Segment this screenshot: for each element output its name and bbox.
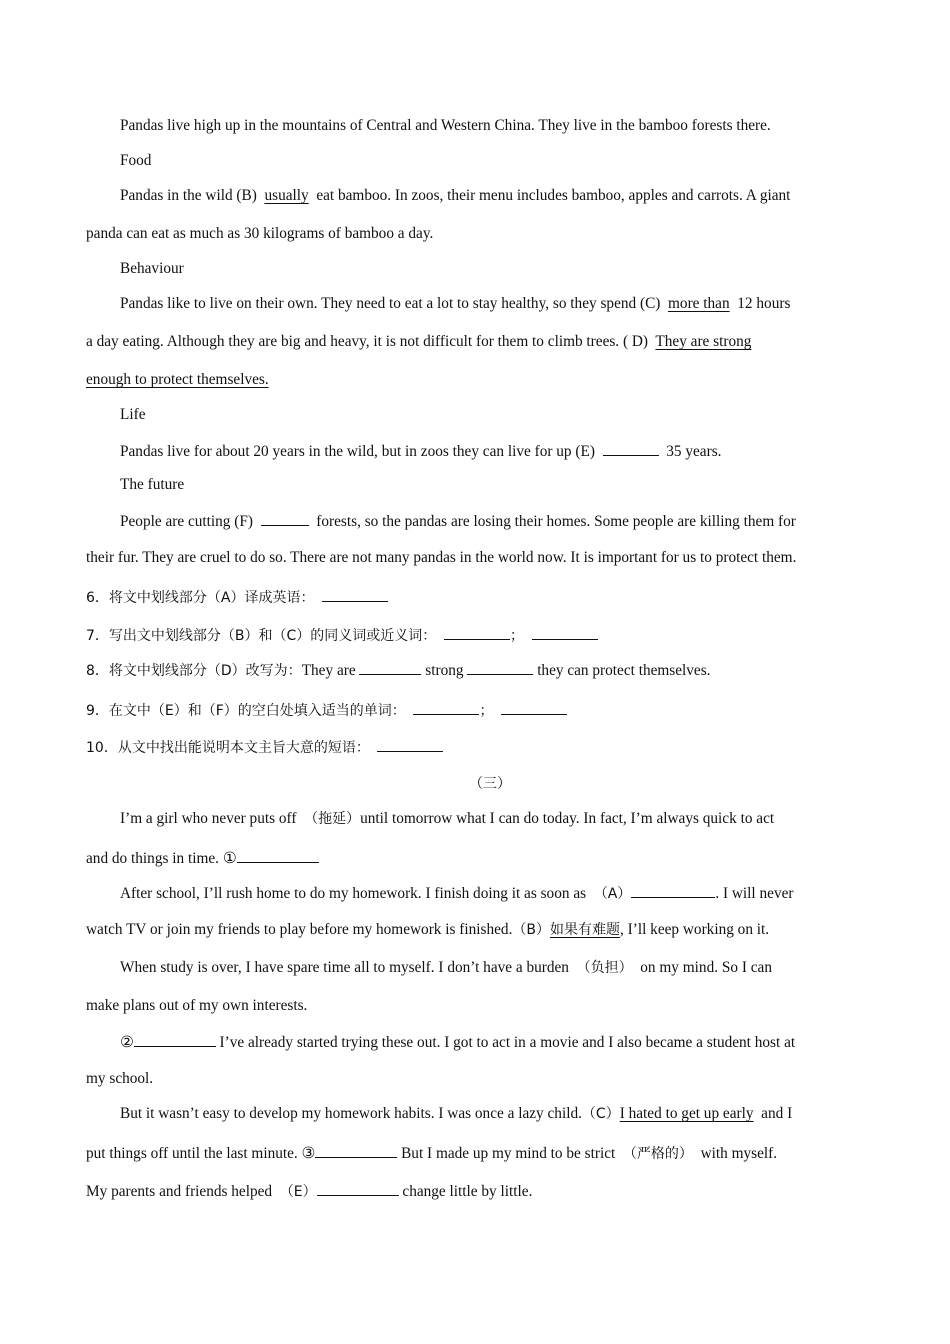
heading-behaviour: Behaviour [120,260,184,277]
question-7: 7．写出文中划线部分（B）和（C）的同义词或近义词： ； [86,624,598,646]
question-9: 9．在文中（E）和（F）的空白处填入适当的单词： ； [86,699,567,721]
answer-10[interactable] [377,736,443,752]
passage3-line-7: ② I’ve already started trying these out. I got to act in a movie and I also became a student host at [120,1031,795,1053]
blank-e2[interactable] [317,1180,399,1196]
passage3-line-10: put things off until the last minute. ③ But I made up my mind to be strict （严格的） with myself. [86,1142,777,1164]
blank-e[interactable] [603,440,659,456]
food-line-2: panda can eat as much as 30 kilograms of bamboo a day. [86,225,434,242]
underline-d-1: They are strong [655,333,752,350]
underline-c: more than [668,295,730,312]
underline-b: usually [264,187,309,204]
behaviour-line-2: a day eating. Although they are big and heavy, it is not difficult for them to climb trees. ( D) They are strong [86,333,752,350]
heading-life: Life [120,406,146,423]
passage3-line-8: my school. [86,1070,154,1087]
question-10: 10．从文中找出能说明本文主旨大意的短语： [86,736,443,758]
passage3-line-4: watch TV or join my friends to play before my homework is finished.（B）如果有难题, I’ll keep working on it. [86,921,770,938]
heading-future: The future [120,476,185,493]
question-6: 6．将文中划线部分（A）译成英语： [86,586,388,608]
answer-9f[interactable] [501,699,567,715]
underline-c-en: I hated to get up early [619,1105,754,1122]
passage3-line-2: and do things in time. ① [86,847,319,869]
life-line: Pandas live for about 20 years in the wild, but in zoos they can live for up (E) 35 years. [120,440,721,462]
food-line-1: Pandas in the wild (B) usually eat bamboo. In zoos, their menu includes bamboo, apples and carrots. A giant [120,187,791,204]
answer-8b[interactable] [467,659,533,675]
heading-food: Food [120,152,152,169]
question-8: 8．将文中划线部分（D）改写为：They are strong they can protect themselves. [86,659,711,681]
answer-6[interactable] [322,586,388,602]
blank-3[interactable] [315,1142,397,1158]
answer-9e[interactable] [413,699,479,715]
section-title: （三） [469,776,511,792]
behaviour-line-1: Pandas like to live on their own. They need to eat a lot to stay healthy, so they spend (C) more than 12 hours [120,295,791,312]
future-line-2: their fur. They are cruel to do so. There are not many pandas in the world now. It is important for us to protect them. [86,549,797,566]
future-line-1: People are cutting (F) forests, so the pandas are losing their homes. Some people are killing them for [120,510,796,532]
passage3-line-5: When study is over, I have spare time all to myself. I don’t have a burden （负担） on my mind. So I can [120,959,772,976]
passage3-line-9: But it wasn’t easy to develop my homework habits. I was once a lazy child.（C）I hated to get up early and I [120,1105,793,1122]
behaviour-line-3 [86,370,269,390]
answer-7c[interactable] [532,624,598,640]
passage3-line-6: make plans out of my own interests. [86,997,308,1014]
underline-b-cn: 如果有难题 [550,922,621,938]
blank-2[interactable] [134,1031,216,1047]
blank-a[interactable] [631,882,715,898]
answer-8a[interactable] [359,659,421,675]
intro-line: Pandas live high up in the mountains of Central and Western China. They live in the bamboo forests there. [120,117,771,134]
blank-f[interactable] [261,510,309,526]
passage3-line-11: My parents and friends helped （E） change little by little. [86,1180,532,1202]
blank-1[interactable] [237,847,319,863]
passage3-line-1: I’m a girl who never puts off （拖延）until tomorrow what I can do today. In fact, I’m always quick to act [120,810,775,827]
underline-d-2: enough to protect themselves. [86,371,269,388]
answer-7b[interactable] [444,624,510,640]
passage3-line-3: After school, I’ll rush home to do my homework. I finish doing it as soon as （A） . I will never [120,882,793,904]
